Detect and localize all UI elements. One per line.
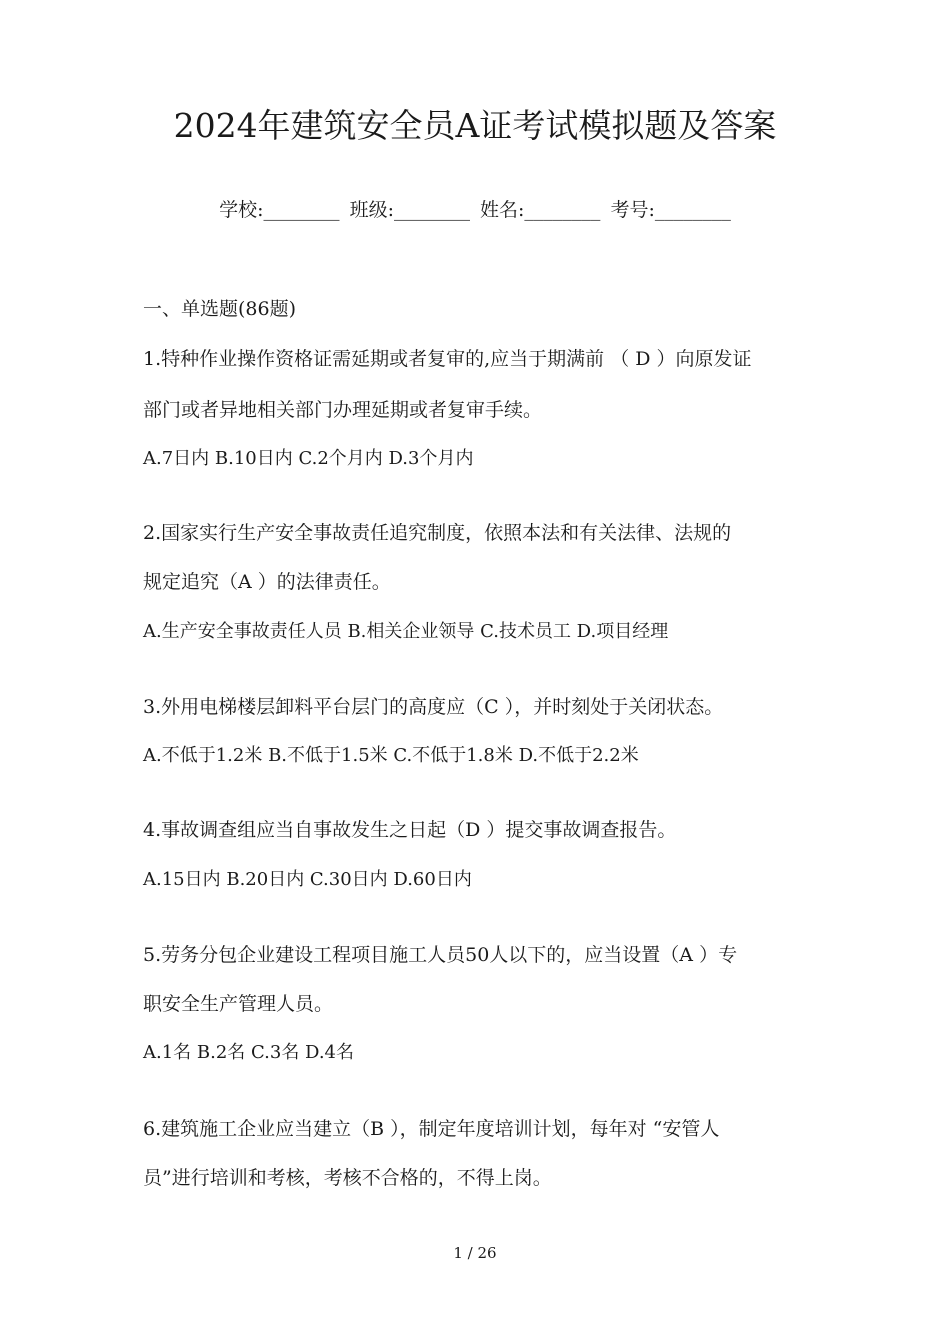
question-4-options: A.15日内 B.20日内 C.30日内 D.60日内 — [143, 869, 472, 890]
question-1-line-1: 1.特种作业操作资格证需延期或者复审的,应当于期满前 （ D ）向原发证 — [143, 348, 752, 370]
name-field: 姓名:________ — [480, 199, 601, 221]
question-1-line-2: 部门或者异地相关部门办理延期或者复审手续。 — [143, 399, 543, 421]
class-field: 班级:________ — [349, 199, 470, 221]
student-info-line — [0, 193, 950, 227]
question-2-line-2: 规定追究（A ）的法律责任。 — [143, 571, 391, 593]
question-1-options: A.7日内 B.10日内 C.2个月内 D.3个月内 — [143, 448, 474, 469]
page-number: 1 / 26 — [453, 1244, 497, 1262]
question-4-line-1: 4.事故调查组应当自事故发生之日起（D ）提交事故调查报告。 — [143, 819, 677, 841]
exam-number-field: 考号:________ — [610, 199, 731, 221]
question-5-line-1: 5.劳务分包企业建设工程项目施工人员50人以下的，应当设置（A ）专 — [143, 944, 738, 966]
document-title: 2024年建筑安全员A证考试模拟题及答案 — [173, 106, 777, 145]
question-3-options: A.不低于1.2米 B.不低于1.5米 C.不低于1.8米 D.不低于2.2米 — [143, 745, 639, 766]
question-5-options: A.1名 B.2名 C.3名 D.4名 — [143, 1042, 355, 1063]
question-2-options: A.生产安全事故责任人员 B.相关企业领导 C.技术员工 D.项目经理 — [143, 621, 669, 642]
question-2-line-1: 2.国家实行生产安全事故责任追究制度，依照本法和有关法律、法规的 — [143, 522, 732, 544]
school-field: 学校:________ — [219, 199, 340, 221]
section-heading: 一、单选题(86题) — [143, 298, 297, 320]
question-6-line-2: 员”进行培训和考核，考核不合格的，不得上岗。 — [143, 1167, 552, 1189]
question-5-line-2: 职安全生产管理人员。 — [143, 993, 334, 1015]
question-3-line-1: 3.外用电梯楼层卸料平台层门的高度应（C ），并时刻处于关闭状态。 — [143, 696, 724, 718]
question-6-line-1: 6.建筑施工企业应当建立（B ），制定年度培训计划，每年对 “安管人 — [143, 1118, 720, 1140]
